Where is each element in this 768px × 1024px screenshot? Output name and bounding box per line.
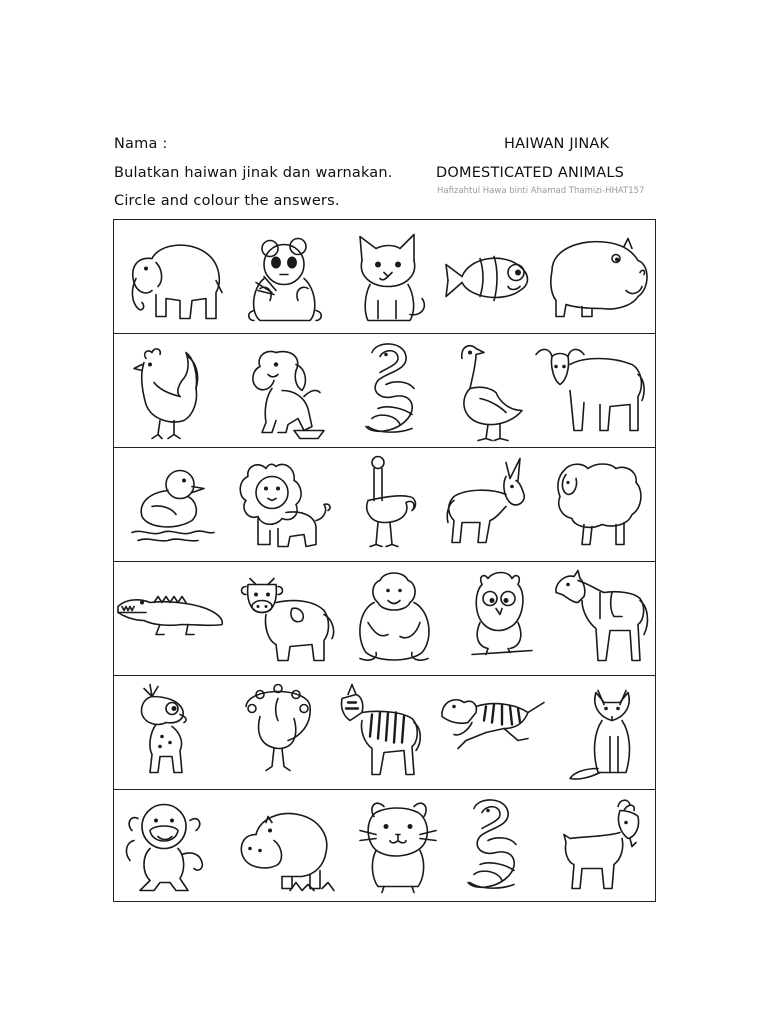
gorilla-icon[interactable] — [346, 562, 444, 675]
author-credit: Hafizahtul Hawa binti Ahamad Thamizi-HHAT157 — [437, 186, 645, 196]
cat-icon[interactable] — [338, 220, 438, 333]
worksheet-row-4 — [114, 562, 655, 676]
horse-icon[interactable] — [548, 562, 652, 675]
worksheet-row-5 — [114, 676, 655, 790]
panda-icon[interactable] — [230, 220, 334, 333]
duck-icon[interactable] — [122, 448, 222, 561]
hamster-icon[interactable] — [346, 790, 442, 903]
peacock-icon[interactable] — [230, 676, 326, 789]
puppy-icon[interactable] — [232, 334, 336, 447]
hippo-icon[interactable] — [230, 790, 338, 903]
owl-icon[interactable] — [448, 562, 548, 675]
tiger-icon[interactable] — [432, 676, 548, 789]
snake-icon[interactable] — [342, 334, 436, 447]
buffalo-icon[interactable] — [530, 334, 652, 447]
worksheet-row-2 — [114, 334, 655, 448]
snake-icon[interactable] — [444, 790, 538, 903]
crocodile-icon[interactable] — [116, 562, 226, 675]
hippo-icon[interactable] — [542, 220, 652, 333]
worksheet-row-6 — [114, 790, 655, 903]
worksheet-grid — [113, 219, 656, 902]
title-english: DOMESTICATED ANIMALS — [436, 165, 625, 181]
worksheet-row-1 — [114, 220, 655, 334]
sheep-icon[interactable] — [544, 448, 652, 561]
fish-icon[interactable] — [440, 220, 540, 333]
name-label: Nama : — [114, 136, 168, 152]
hen-icon[interactable] — [122, 334, 222, 447]
deer-icon[interactable] — [122, 676, 222, 789]
instruction-malay: Bulatkan haiwan jinak dan warnakan. — [114, 165, 393, 181]
lion-icon[interactable] — [230, 448, 336, 561]
fox-icon[interactable] — [556, 676, 652, 789]
donkey-icon[interactable] — [436, 448, 540, 561]
elephant-icon[interactable] — [122, 220, 226, 333]
title-malay: HAIWAN JINAK — [504, 136, 610, 152]
zebra-icon[interactable] — [328, 676, 428, 789]
goose-icon[interactable] — [440, 334, 530, 447]
instruction-english: Circle and colour the answers. — [114, 193, 340, 209]
worksheet-row-3 — [114, 448, 655, 562]
ostrich-icon[interactable] — [348, 448, 428, 561]
cow-icon[interactable] — [232, 562, 340, 675]
goat-icon[interactable] — [554, 790, 652, 903]
monkey-icon[interactable] — [120, 790, 222, 903]
